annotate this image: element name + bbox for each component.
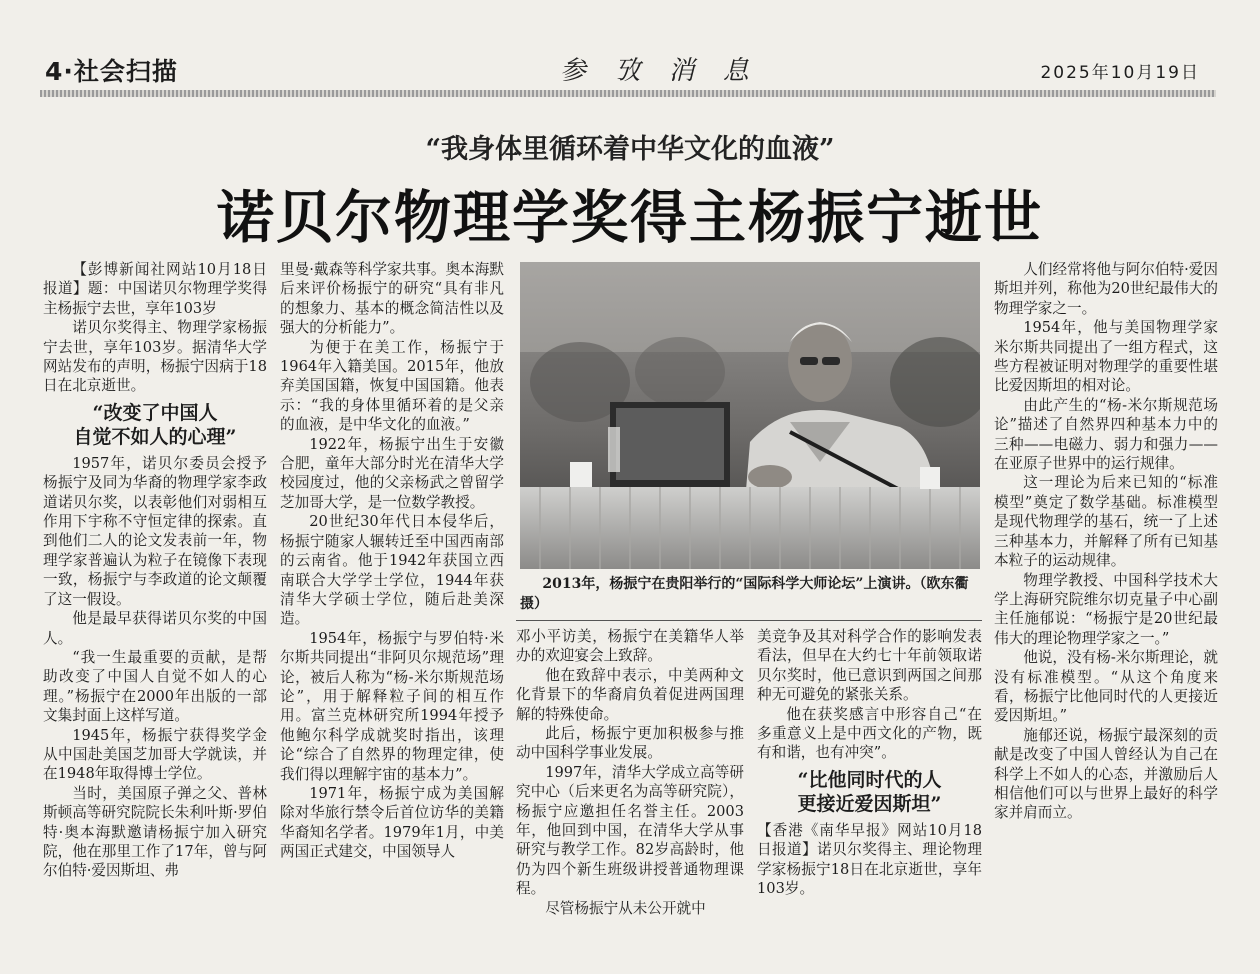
body-paragraph: 当时，美国原子弹之父、普林斯顿高等研究院院长朱利叶斯·罗伯特·奥本海默邀请杨振宁加入研究院，他在那里工作了17年，曾与阿尔伯特·爱因斯坦、弗	[43, 784, 267, 880]
subheading-line: 自觉不如人的心理”	[73, 425, 237, 448]
article-photo	[520, 262, 980, 569]
subheading-line: 更接近爱因斯坦”	[797, 792, 942, 815]
body-paragraph: 1945年，杨振宁获得奖学金从中国赴美国芝加哥大学就读，并在1948年取得博士学位。	[43, 726, 267, 783]
subheading-2	[757, 768, 982, 816]
section-label: 4·社会扫描	[45, 57, 178, 86]
body-paragraph: 1997年，清华大学成立高等研究中心（后来更名为高等研究院），杨振宁应邀担任名誉主任。2003年，他回到中国，在清华大学从事研究与教学工作。82岁高龄时，他仍为四个新生班级讲授普通物理课程。	[516, 763, 744, 898]
body-paragraph: 邓小平访美，杨振宁在美籍华人举办的欢迎宴会上致辞。	[516, 628, 744, 665]
body-paragraph: 1971年，杨振宁成为美国解除对华旅行禁令后首位访华的美籍华裔知名学者。1979年1月，中美两国正式建交，中国领导人	[280, 784, 504, 861]
body-paragraph: 施郁还说，杨振宁最深刻的贡献是改变了中国人曾经认为自己在科学上不如人的心态，并激励后人相信他们可以与世界上最好的科学家并肩而立。	[994, 726, 1218, 822]
body-paragraph: 里曼·戴森等科学家共事。奥本海默后来评价杨振宁的研究“具有非凡的想象力、基本的概念简洁性以及强大的分析能力”。	[280, 261, 504, 337]
body-paragraph: 1954年，他与美国物理学家米尔斯共同提出了一组方程式，这些方程被证明对物理学的重要性堪比爱因斯坦的相对论。	[994, 319, 1218, 395]
body-paragraph: 美竞争及其对科学合作的影响发表看法，但早在大约七十年前领取诺贝尔奖时，他已意识到两国之间那种无可避免的紧张关系。	[757, 628, 982, 704]
body-paragraph: 此后，杨振宁更加积极参与推动中国科学事业发展。	[516, 725, 744, 762]
text-column-5	[994, 260, 1218, 823]
text-column-4	[757, 627, 982, 898]
body-paragraph: 人们经常将他与阿尔伯特·爱因斯坦并列，称他为20世纪最伟大的物理学家之一。	[994, 261, 1218, 317]
photo-illustration	[520, 262, 980, 569]
subheading-line: “改变了中国人	[92, 401, 218, 424]
photo-caption: 2013年，杨振宁在贵阳举行的“国际科学大师论坛”上演讲。（欧东衢 摄）	[520, 576, 983, 612]
body-paragraph: 20世纪30年代日本侵华后，杨振宁随家人辗转迁至中国西南部的云南省。他于1942年获国立西南联合大学学士学位，1944年获清华大学硕士学位，随后赴美深造。	[280, 513, 504, 628]
body-paragraph: 他说，没有杨-米尔斯理论，就没有标准模型。“从这个角度来看，杨振宁比他同时代的人更接近爱因斯坦。”	[994, 649, 1218, 725]
body-paragraph: 这一理论为后来已知的“标准模型”奠定了数学基础。标准模型是现代物理学的基石，统一了上述三种基本力，并解释了所有已知基本粒子的运动规律。	[994, 474, 1218, 570]
body-paragraph: 由此产生的“杨-米尔斯规范场论”描述了自然界四种基本力中的三种——电磁力、弱力和强力——在亚原子世界中的运行规律。	[994, 396, 1218, 473]
subheading-1	[43, 401, 267, 449]
body-paragraph: 诺贝尔奖得主、物理学家杨振宁去世，享年103岁。据清华大学网站发布的声明，杨振宁因病于18日在北京逝世。	[43, 319, 267, 395]
header-rule	[40, 90, 1216, 97]
body-paragraph: 1957年，诺贝尔委员会授予杨振宁及同为华裔的物理学家李政道诺贝尔奖，以表彰他们对弱相互作用下宇称不守恒定律的探索。直到他们二人的论文发表前一年，物理学家普遍认为粒子在镜像下表现一致，杨振宁与李政道的论文颠覆了这一假设。	[43, 454, 267, 608]
body-paragraph: 1954年，杨振宁与罗伯特·米尔斯共同提出“非阿贝尔规范场”理论，被后人称为“杨-米尔斯规范场论”，用于解释粒子间的相互作用。富兰克林研究所1994年授予他鲍尔科学成就奖时指出，该理论“综合了自然界的物理定律，使我们得以理解宇宙的基本力”。	[280, 629, 504, 783]
subheading-line: “比他同时代的人	[797, 768, 942, 791]
text-column-1	[43, 260, 267, 881]
body-paragraph: “我一生最重要的贡献，是帮助改变了中国人自觉不如人的心理。”杨振宁在2000年出版的一部文集封面上这样写道。	[43, 648, 267, 725]
divider	[516, 620, 982, 621]
body-paragraph: 1922年，杨振宁出生于安徽合肥，童年大部分时光在清华大学校园度过，他的父亲杨武之曾留学芝加哥大学，是一位数学教授。	[280, 435, 504, 511]
body-paragraph: 物理学教授、中国科学技术大学上海研究院维尔切克量子中心副主任施郁说：“杨振宁是20世纪最伟大的理论物理学家之一。”	[994, 571, 1218, 647]
text-column-3	[516, 627, 744, 918]
body-paragraph: 尽管杨振宁从未公开就中	[545, 899, 706, 917]
masthead-logo: 参 攷 消 息	[560, 56, 759, 86]
article-kicker: “我身体里循环着中华文化的血液”	[425, 134, 835, 165]
article-headline: 诺贝尔物理学奖得主杨振宁逝世	[217, 185, 1043, 251]
text-column-2	[280, 260, 504, 862]
body-paragraph: 他在致辞中表示，中美两种文化背景下的华裔肩负着促进两国理解的特殊使命。	[516, 666, 744, 723]
body-paragraph: 他在获奖感言中形容自己“在多重意义上是中西文化的产物，既有和谐，也有冲突”。	[757, 705, 982, 762]
dateline-paragraph: 【彭博新闻社网站10月18日报道】题：中国诺贝尔物理学奖得主杨振宁去世，享年103岁	[43, 261, 267, 317]
dateline-paragraph: 【香港《南华早报》网站10月18日报道】诺贝尔奖得主、理论物理学家杨振宁18日在北京逝世，享年103岁。	[757, 821, 982, 898]
body-paragraph: 为便于在美工作，杨振宁于1964年入籍美国。2015年，他放弃美国国籍，恢复中国国籍。他表示：“我的身体里循环着的是父亲的血液，是中华文化的血液。”	[280, 338, 504, 434]
body-paragraph: 他是最早获得诺贝尔奖的中国人。	[43, 610, 267, 647]
issue-date: 2025年10月19日	[1040, 63, 1200, 83]
